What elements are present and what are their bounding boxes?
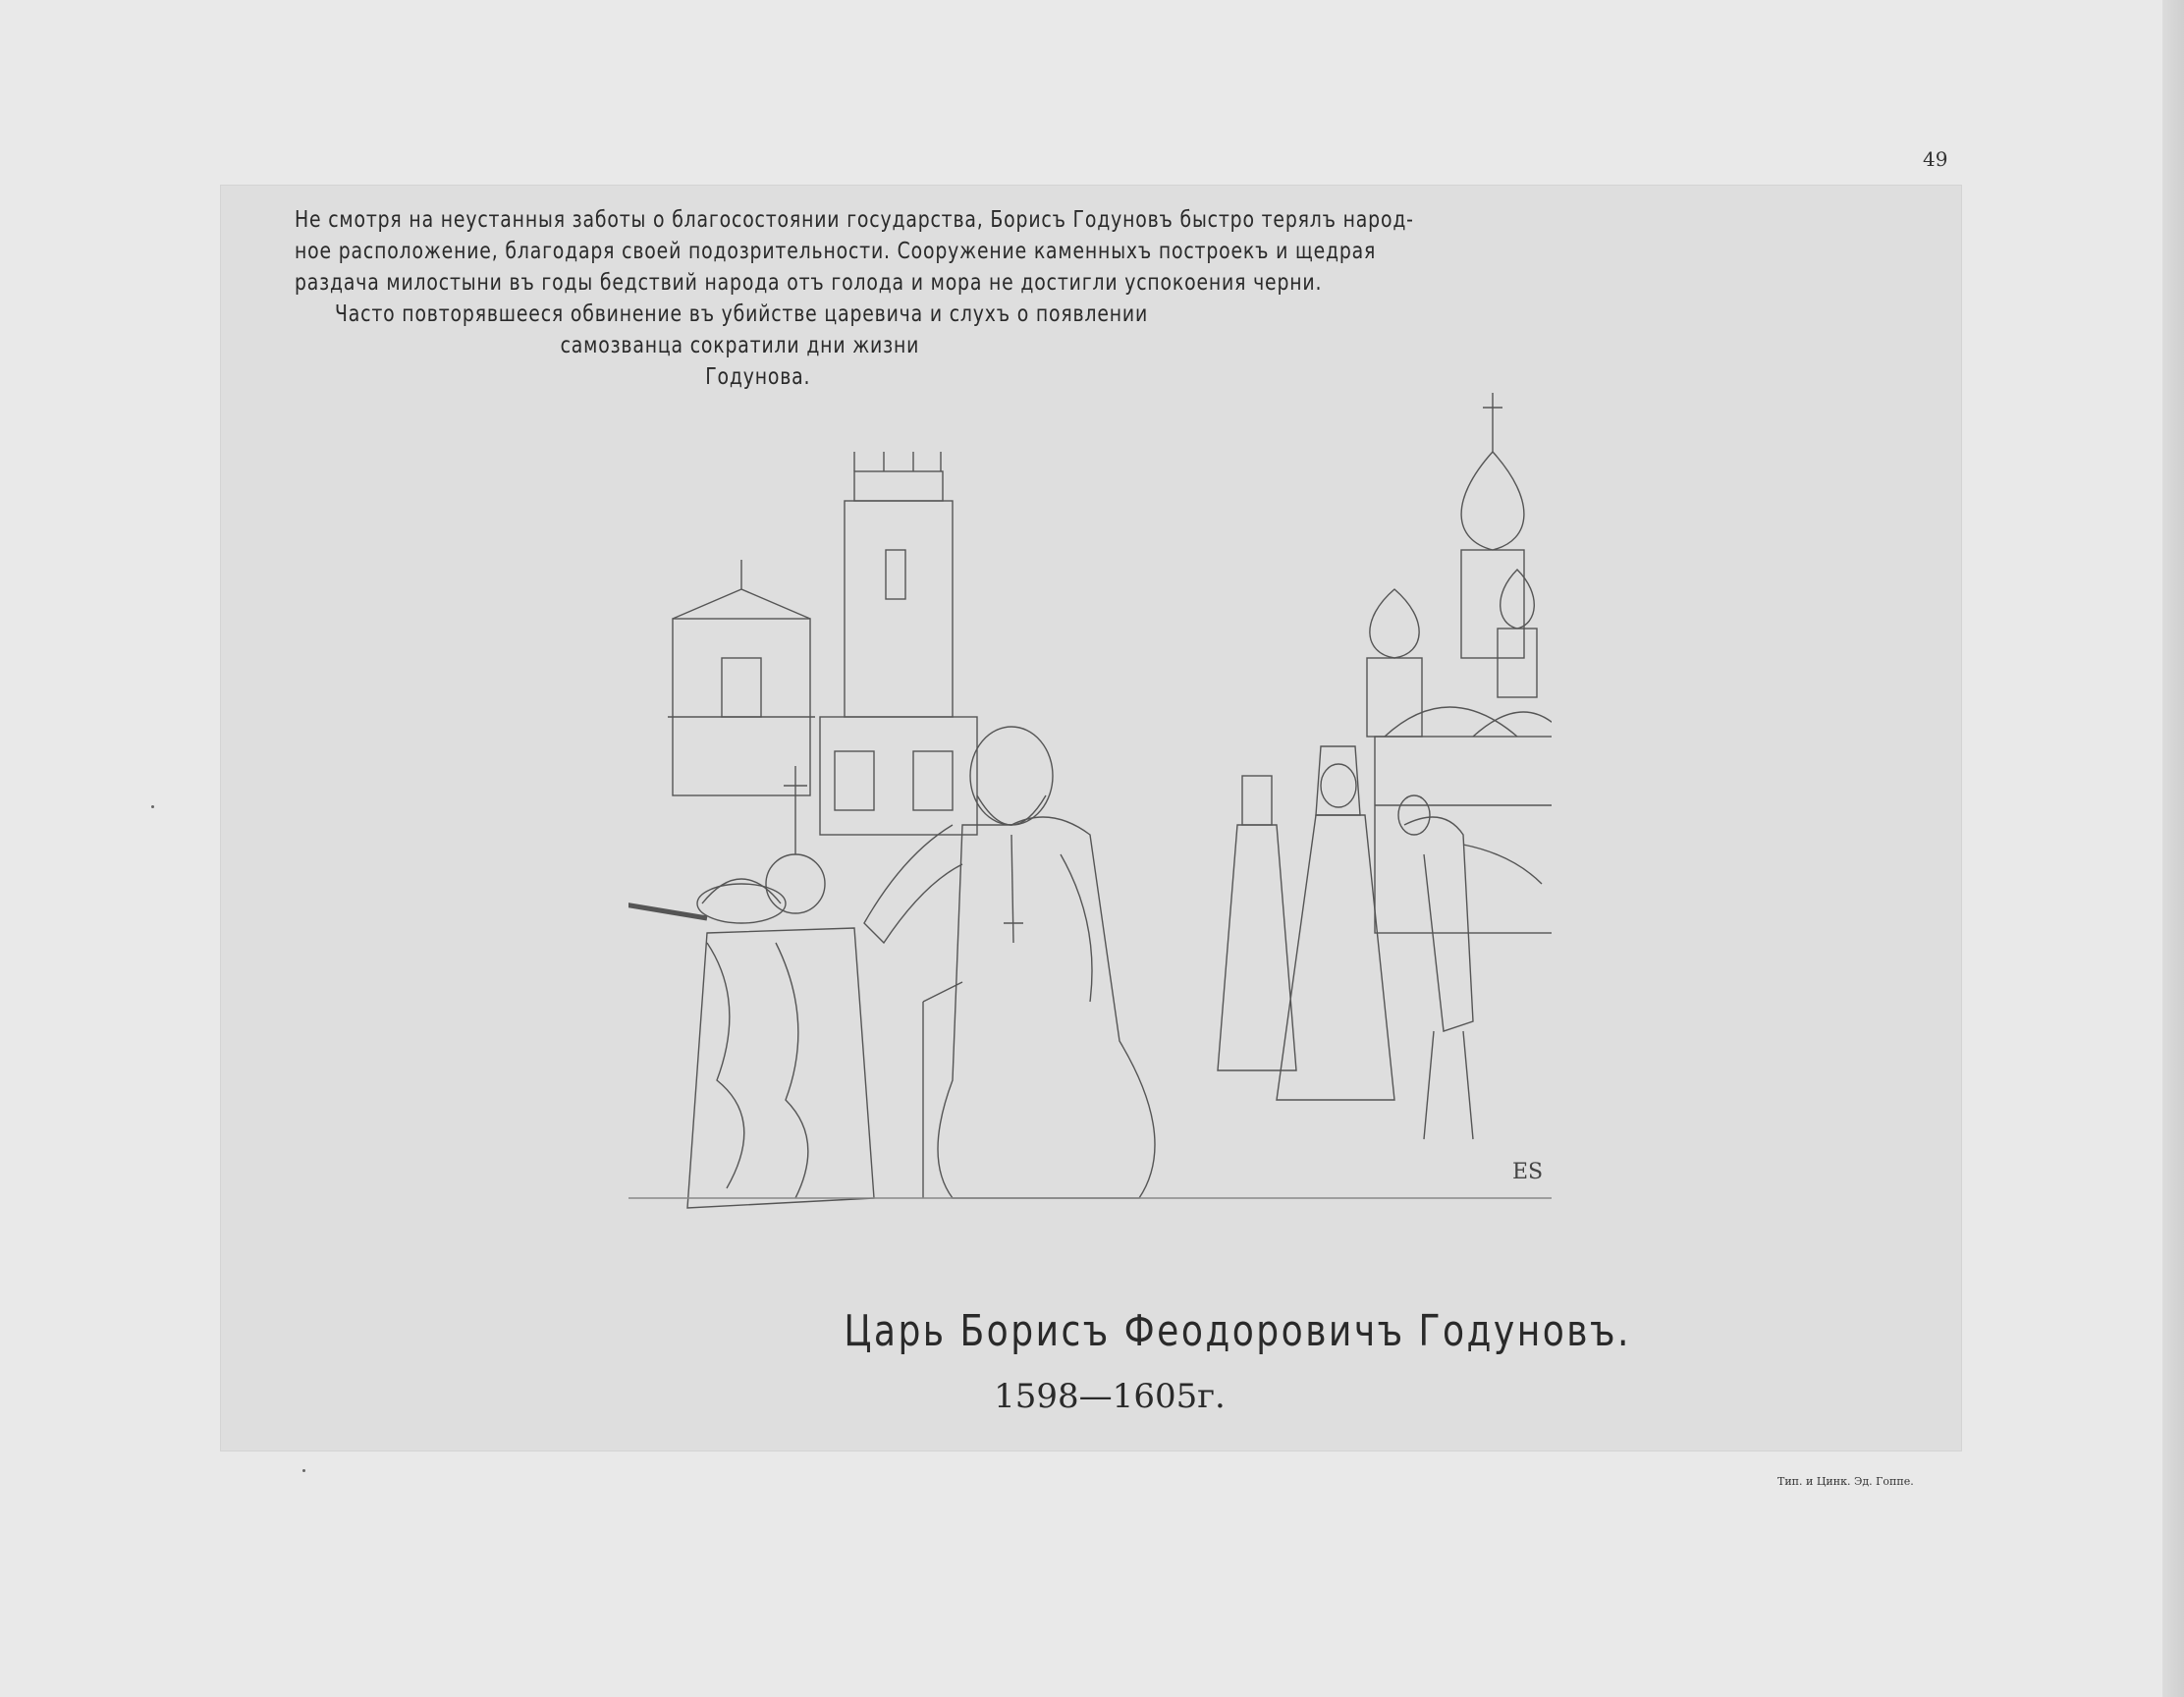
caption-line: самозванца сократили дни жизни xyxy=(560,333,920,358)
seated-tsar-figure xyxy=(864,727,1155,1198)
printer-imprint: Тип. и Цинк. Эд. Гоппе. xyxy=(1777,1475,1914,1488)
left-church-drawing xyxy=(668,560,815,795)
paper-speck xyxy=(151,805,154,808)
kremlin-tower-drawing xyxy=(820,452,977,835)
caption-line: Часто повторявшееся обвинение въ убийстве царевича и слухъ о появлении xyxy=(335,301,1149,327)
page-edge xyxy=(2162,0,2184,1697)
page-number: 49 xyxy=(1923,147,1948,171)
caption-line: раздача милостыни въ годы бедствий народа отъ голода и мора не достигли успокоения черни. xyxy=(295,270,1323,296)
reign-years: 1598—1605г. xyxy=(994,1377,1226,1416)
plate-caption xyxy=(295,204,1470,393)
caption-line: Годунова. xyxy=(705,364,811,390)
engraving-tsar-boris-godunov xyxy=(628,393,1552,1218)
plate-title: Царь Борисъ Феодоровичъ Годуновъ. xyxy=(844,1306,1631,1356)
artist-monogram: ЕЅ xyxy=(1512,1160,1544,1184)
caption-line: ное расположение, благодаря своей подозрительности. Сооружение каменныхъ построекъ и щедрая xyxy=(295,239,1377,264)
domed-church-drawing xyxy=(1367,393,1552,933)
caption-line: Не смотря на неустанныя заботы о благосостоянии государства, Борисъ Годуновъ быстро терялъ народ- xyxy=(295,207,1414,233)
paper-speck xyxy=(302,1469,305,1472)
table-with-regalia-drawing xyxy=(628,766,874,1208)
